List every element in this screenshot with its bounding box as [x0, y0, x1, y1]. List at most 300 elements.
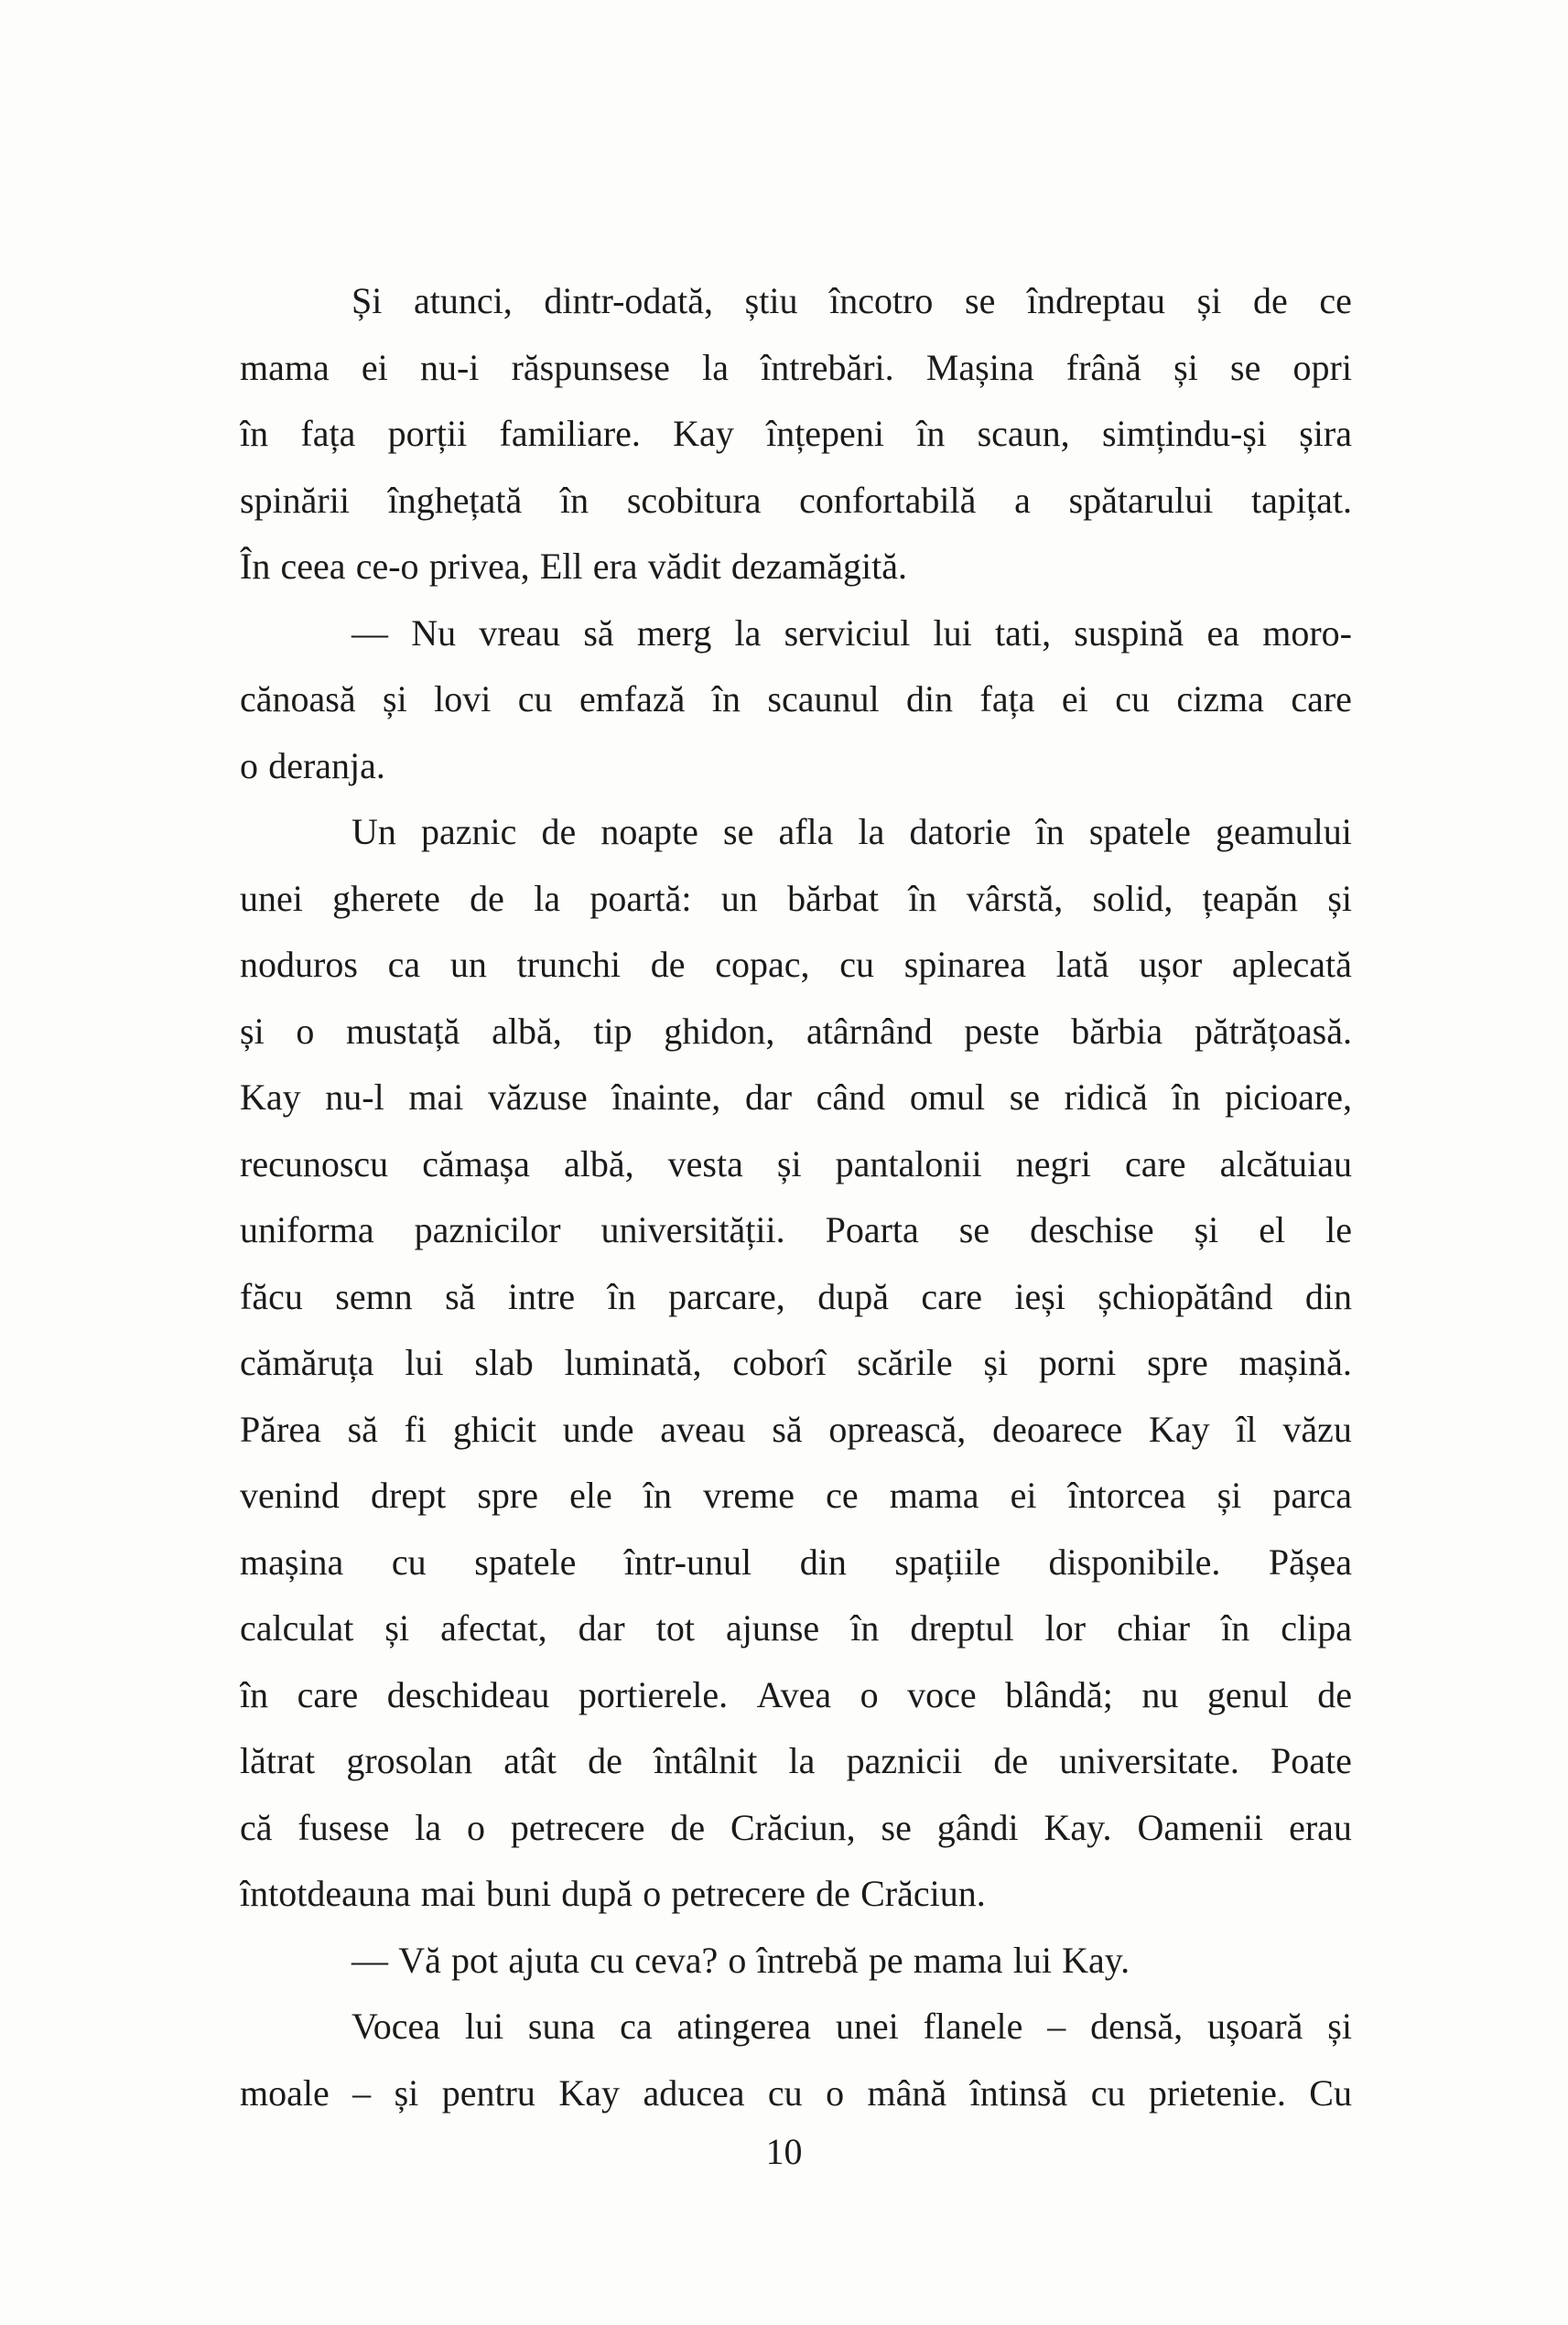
word: cu — [589, 1939, 625, 1981]
word: gândi — [936, 1806, 1019, 1848]
word: moro- — [1262, 611, 1352, 654]
word: de — [670, 1806, 706, 1848]
word: unei — [240, 877, 303, 919]
word: erau — [1289, 1806, 1352, 1848]
word: noduros — [240, 944, 358, 985]
word: serviciul — [784, 611, 911, 654]
word: și — [1196, 280, 1222, 321]
text-line — [240, 2060, 1352, 2127]
word: aducea — [643, 2071, 745, 2114]
word: în — [1035, 811, 1065, 852]
word: șchiopătând — [1098, 1275, 1273, 1317]
word: semn — [335, 1275, 413, 1317]
word: când — [816, 1076, 886, 1118]
word: lor — [1044, 1607, 1087, 1649]
word: clipa — [1281, 1607, 1352, 1649]
word: pentru — [441, 2071, 535, 2114]
word: tot — [655, 1607, 695, 1649]
word: de — [541, 811, 577, 852]
word: dintr-odată, — [544, 280, 714, 321]
word: gherete — [332, 877, 440, 919]
word: se — [965, 280, 996, 321]
word: atingerea — [676, 2006, 812, 2047]
word: Ell — [539, 546, 583, 587]
word: întrebări. — [761, 346, 894, 388]
word: se — [1009, 1076, 1041, 1118]
word: Poate — [1271, 1740, 1352, 1781]
word: cu — [391, 1541, 427, 1583]
word: în — [916, 413, 946, 454]
word: drept — [371, 1475, 447, 1516]
word: lui — [1012, 1939, 1052, 1981]
word: tati, — [994, 611, 1052, 654]
word: și — [1217, 1475, 1242, 1516]
word: ei — [1061, 678, 1088, 719]
word: ca — [620, 2006, 653, 2047]
word: de — [470, 877, 504, 919]
word: vesta — [667, 1142, 743, 1184]
word: portierele. — [578, 1673, 729, 1715]
word: mână — [867, 2071, 947, 2114]
word: și — [983, 1342, 1009, 1383]
word: trunchi — [516, 944, 621, 985]
word: se — [881, 1806, 912, 1848]
text-line — [240, 1595, 1352, 1662]
text-line — [240, 666, 1352, 733]
word: scările — [857, 1342, 953, 1383]
word: Crăciun. — [860, 1873, 986, 1914]
word: petrecere — [510, 1806, 645, 1848]
word: să — [347, 1408, 378, 1450]
word: vârstă, — [966, 877, 1064, 919]
word: negri — [1015, 1142, 1091, 1184]
word: cănoasă — [240, 678, 356, 719]
word: paznicilor — [414, 1209, 561, 1250]
word: Kay. — [1044, 1806, 1112, 1848]
word: în — [908, 877, 937, 919]
word: genul — [1206, 1673, 1289, 1715]
word: la — [534, 877, 561, 919]
word: lată — [1055, 944, 1109, 985]
word: un — [720, 877, 758, 919]
word: și — [1194, 1209, 1219, 1250]
word: geamului — [1216, 811, 1352, 852]
word: fața — [979, 678, 1035, 719]
word: și — [394, 2071, 419, 2114]
word: Kay. — [1062, 1939, 1130, 1981]
word: la — [788, 1740, 816, 1781]
word: din — [1304, 1275, 1352, 1317]
word: îndreptau — [1026, 280, 1166, 321]
word: fi — [404, 1408, 427, 1450]
word: poartă: — [589, 877, 692, 919]
word: Mașina — [925, 346, 1034, 388]
word: spinarea — [903, 944, 1027, 985]
word: Kay — [240, 1076, 301, 1118]
word: parca — [1272, 1475, 1352, 1516]
word: datorie — [909, 811, 1011, 852]
word: un — [449, 944, 487, 985]
word: spătarului — [1068, 479, 1214, 521]
word: Cu — [1309, 2071, 1352, 2114]
word: dezamăgită. — [730, 546, 908, 587]
word: albă, — [563, 1142, 634, 1184]
word: Vocea — [351, 2006, 440, 2047]
word: cu — [517, 678, 553, 719]
word: buni — [485, 1873, 552, 1914]
word: disponibile. — [1048, 1541, 1221, 1583]
word: știu — [744, 280, 798, 321]
word: Oamenii — [1137, 1806, 1264, 1848]
word: le — [1325, 1209, 1352, 1250]
word: unei — [835, 2006, 899, 2047]
word: Crăciun, — [730, 1806, 856, 1848]
word: copac, — [715, 944, 810, 985]
word: scaun, — [977, 413, 1070, 454]
word: mama — [240, 346, 330, 388]
word: ieși — [1014, 1275, 1065, 1317]
text-line — [240, 999, 1352, 1065]
word: grosolan — [346, 1740, 473, 1781]
word: ușoară — [1207, 2006, 1303, 2047]
word: Kay — [558, 2071, 620, 2114]
word: petrecere — [671, 1873, 806, 1914]
text-line — [240, 932, 1352, 999]
word: cizma — [1176, 678, 1264, 719]
word: de — [816, 1873, 850, 1914]
word: – — [352, 2071, 372, 2114]
word: în — [643, 1475, 672, 1516]
word: flanele — [923, 2006, 1023, 2047]
text-line — [240, 866, 1352, 933]
page-text — [240, 268, 1352, 2126]
word: Kay — [1148, 1408, 1210, 1450]
word: ghidon, — [664, 1010, 775, 1052]
word: și — [384, 1607, 410, 1649]
text-line — [240, 268, 1352, 335]
text-line — [240, 1065, 1352, 1131]
word: mai — [420, 1873, 476, 1914]
word: — — [351, 1939, 388, 1981]
word: la — [702, 346, 729, 388]
word: coborî — [732, 1342, 827, 1383]
word: ce — [826, 1475, 859, 1516]
word: și — [1327, 2006, 1352, 2047]
text-line — [240, 401, 1352, 468]
word: confortabilă — [799, 479, 977, 521]
text-line — [240, 799, 1352, 866]
word: nu-l — [325, 1076, 384, 1118]
text-line — [240, 1795, 1352, 1862]
word: atârnând — [806, 1010, 933, 1052]
word: o — [728, 1939, 747, 1981]
word: Kay — [673, 413, 734, 454]
word: în — [607, 1275, 636, 1317]
word: deschise — [1030, 1209, 1154, 1250]
word: care — [297, 1673, 359, 1715]
word: simțindu-și — [1101, 413, 1267, 454]
word: spinării — [240, 479, 350, 521]
word: merg — [636, 611, 712, 654]
word: ele — [569, 1475, 612, 1516]
word: după — [561, 1873, 633, 1914]
word: făcu — [240, 1275, 303, 1317]
word: lui — [405, 1342, 444, 1383]
word: într-unul — [623, 1541, 752, 1583]
word: și — [1327, 877, 1352, 919]
word: aveau — [660, 1408, 746, 1450]
word: în — [560, 479, 589, 521]
word: lătrat — [240, 1740, 316, 1781]
word: cu — [1090, 2071, 1126, 2114]
word: porții — [387, 413, 468, 454]
word: văzuse — [487, 1076, 588, 1118]
word: familiare. — [499, 413, 641, 454]
word: deranja. — [268, 744, 385, 786]
word: se — [723, 811, 754, 852]
word: scaunul — [767, 678, 880, 719]
word: densă, — [1090, 2006, 1184, 2047]
word: bărbat — [787, 877, 880, 919]
word: uniforma — [240, 1209, 374, 1250]
word: să — [445, 1275, 476, 1317]
word: cămăruța — [240, 1342, 374, 1383]
word: spre — [477, 1475, 538, 1516]
text-line — [240, 1197, 1352, 1264]
word: mama — [889, 1475, 979, 1516]
word: văzu — [1282, 1408, 1352, 1450]
word: atunci, — [413, 280, 513, 321]
word: de — [588, 1740, 622, 1781]
word: deoarece — [992, 1408, 1123, 1450]
word: el — [1259, 1209, 1286, 1250]
word: porni — [1038, 1342, 1117, 1383]
word: mașina — [240, 1541, 344, 1583]
text-line — [240, 468, 1352, 535]
word: blândă; — [1005, 1673, 1113, 1715]
word: prietenie. — [1148, 2071, 1286, 2114]
word: emfază — [579, 678, 686, 719]
word: Avea — [756, 1673, 832, 1715]
word: pot — [451, 1939, 499, 1981]
word: Nu — [411, 611, 457, 654]
word: o — [860, 1673, 879, 1715]
word: după — [817, 1275, 889, 1317]
word: în — [240, 413, 269, 454]
text-line — [240, 335, 1352, 402]
word: o — [296, 1010, 315, 1052]
word: Părea — [240, 1408, 321, 1450]
word: că — [240, 1806, 273, 1848]
word: și — [240, 1010, 265, 1052]
word: solid, — [1092, 877, 1173, 919]
word: cu — [767, 2071, 803, 2114]
word: șira — [1299, 413, 1352, 454]
word: vreme — [703, 1475, 795, 1516]
word: privea, — [428, 546, 530, 587]
word: de — [1317, 1673, 1352, 1715]
page-number: 10 — [765, 2131, 803, 2172]
word: o — [643, 1873, 662, 1914]
word: înțepeni — [766, 413, 884, 454]
text-line — [240, 1463, 1352, 1530]
word: în — [1221, 1607, 1250, 1649]
word: pătrățoasă. — [1194, 1010, 1352, 1052]
text-line — [240, 600, 1352, 667]
word: – — [1047, 2006, 1066, 2047]
word: în — [711, 678, 741, 719]
word: vreau — [479, 611, 561, 654]
word: țeapăn — [1202, 877, 1299, 919]
word: cu — [1115, 678, 1150, 719]
word: ușor — [1139, 944, 1203, 985]
text-line — [240, 1131, 1352, 1198]
word: de — [993, 1740, 1029, 1781]
word: tapițat. — [1251, 479, 1352, 521]
word: la — [415, 1806, 442, 1848]
word: în — [1172, 1076, 1201, 1118]
word: ea — [1206, 611, 1239, 654]
word: ca — [387, 944, 421, 985]
word: aplecată — [1231, 944, 1352, 985]
word: pe — [868, 1939, 903, 1981]
word: suspină — [1074, 611, 1184, 654]
word: opri — [1292, 346, 1352, 388]
word: nu-i — [419, 346, 480, 388]
word: afectat, — [440, 1607, 547, 1649]
word: să — [772, 1408, 803, 1450]
word: nu — [1141, 1673, 1179, 1715]
word: luminată, — [564, 1342, 702, 1383]
word: răspunsese — [511, 346, 670, 388]
word: și — [776, 1142, 802, 1184]
word: parcare, — [668, 1275, 785, 1317]
word: ceea — [280, 546, 346, 587]
word: îl — [1236, 1408, 1257, 1450]
text-line — [240, 1662, 1352, 1729]
word: care — [921, 1275, 982, 1317]
word: paznicii — [846, 1740, 963, 1781]
word: spre — [1147, 1342, 1208, 1383]
word: la — [734, 611, 762, 654]
word: care — [1124, 1142, 1186, 1184]
text-line — [240, 1928, 1352, 1995]
word: întrebă — [756, 1939, 859, 1981]
word: în — [850, 1607, 880, 1649]
word: oprească, — [828, 1408, 967, 1450]
word: fusese — [297, 1806, 390, 1848]
word: moale — [240, 2071, 330, 2114]
word: spatele — [474, 1541, 577, 1583]
word: peste — [964, 1010, 1040, 1052]
word: ajuta — [508, 1939, 580, 1981]
word: la — [858, 811, 885, 852]
word: ghicit — [452, 1408, 536, 1450]
word: întorcea — [1067, 1475, 1186, 1516]
word: spațiile — [894, 1541, 1000, 1583]
text-line — [240, 1728, 1352, 1795]
text-line — [240, 1530, 1352, 1596]
word: tip — [593, 1010, 633, 1052]
word: omul — [909, 1076, 986, 1118]
word: care — [1291, 678, 1352, 719]
word: să — [583, 611, 614, 654]
word: În — [240, 546, 271, 587]
word: o — [240, 744, 258, 786]
word: ridică — [1064, 1076, 1148, 1118]
word: suna — [527, 2006, 596, 2047]
word: de — [1252, 280, 1288, 321]
text-line — [240, 1861, 1352, 1928]
word: voce — [907, 1673, 977, 1715]
word: dar — [744, 1076, 793, 1118]
word: Un — [351, 811, 396, 852]
word: universității. — [600, 1209, 785, 1250]
word: cu — [839, 944, 875, 985]
word: de — [650, 944, 686, 985]
word: recunoscu — [240, 1142, 389, 1184]
word: ce — [1319, 280, 1352, 321]
word: dar — [578, 1607, 625, 1649]
word: a — [1014, 479, 1031, 521]
word: intre — [507, 1275, 576, 1317]
word: spatele — [1088, 811, 1191, 852]
word: albă, — [492, 1010, 562, 1052]
text-line — [240, 733, 1352, 800]
word: bărbia — [1071, 1010, 1163, 1052]
word: ei — [361, 346, 388, 388]
word: lovi — [434, 678, 492, 719]
word: Vă — [398, 1939, 441, 1981]
word: înghețată — [387, 479, 523, 521]
word: Și — [351, 280, 383, 321]
word: era — [592, 546, 638, 587]
word: scobitura — [626, 479, 762, 521]
word: lui — [933, 611, 972, 654]
word: fața — [300, 413, 356, 454]
word: deschideau — [386, 1673, 550, 1715]
word: din — [906, 678, 954, 719]
word: Poarta — [825, 1209, 919, 1250]
word: încotro — [829, 280, 934, 321]
text-line — [240, 1994, 1352, 2060]
word: universitate. — [1059, 1740, 1239, 1781]
text-line — [240, 534, 1352, 600]
word: și — [1173, 346, 1198, 388]
word: pantalonii — [835, 1142, 982, 1184]
text-line — [240, 1264, 1352, 1331]
word: calculat — [240, 1607, 354, 1649]
word: venind — [240, 1475, 340, 1516]
word: întâlnit — [654, 1740, 758, 1781]
word: în — [240, 1673, 269, 1715]
word: ajunse — [726, 1607, 820, 1649]
word: afla — [778, 811, 834, 852]
word: mașină. — [1238, 1342, 1352, 1383]
word: o — [467, 1806, 486, 1848]
word: chiar — [1117, 1607, 1191, 1649]
word: întotdeauna — [240, 1873, 411, 1914]
word: atât — [503, 1740, 557, 1781]
word: se — [1230, 346, 1261, 388]
word: frână — [1065, 346, 1141, 388]
word: cămașa — [422, 1142, 530, 1184]
word: o — [826, 2071, 845, 2114]
word: mai — [408, 1076, 464, 1118]
word: mustață — [346, 1010, 460, 1052]
word: ei — [1010, 1475, 1037, 1516]
word: ce-o — [355, 546, 419, 587]
